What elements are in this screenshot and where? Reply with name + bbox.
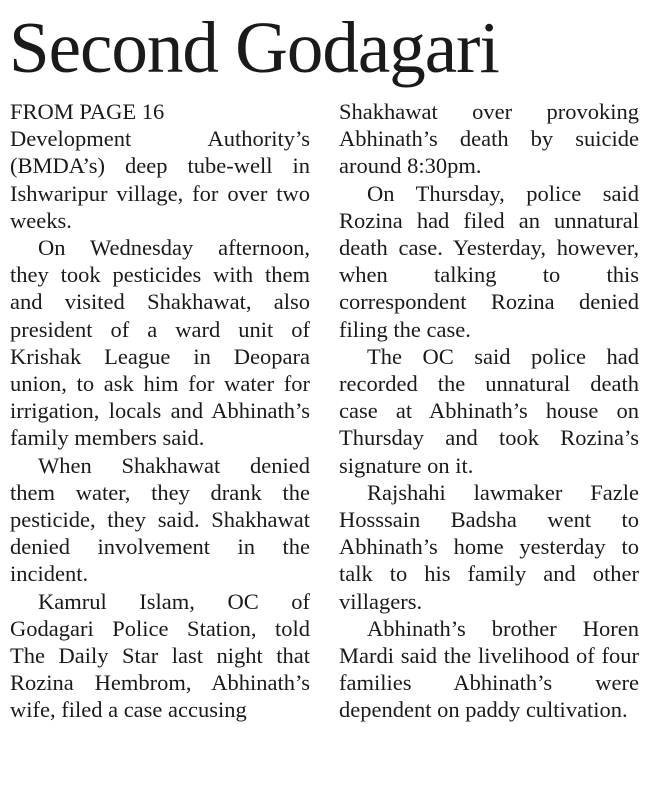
paragraph: On Thursday, police said Rozina had filed an unnatural death case. Yesterday, however, when talking to this correspondent Rozina denied filing the case.	[339, 180, 639, 342]
article-column-left	[10, 98, 310, 724]
paragraph: Development Authority’s (BMDA’s) deep tube-well in Ishwaripur village, for over two weeks.	[10, 126, 310, 233]
jump-line: FROM PAGE 16	[10, 99, 165, 124]
paragraph: Abhinath’s brother Horen Mardi said the livelihood of four families Abhinath’s were dependent on paddy cultivation.	[339, 615, 639, 723]
paragraph: The OC said police had recorded the unnatural death case at Abhinath’s house on Thursday and took Rozina’s signature on it.	[339, 343, 639, 478]
article-column-right	[339, 98, 639, 724]
paragraph: Kamrul Islam, OC of Godagari Police Station, told The Daily Star last night that Rozina Hembrom, Abhinath’s wife, filed a case accusing	[10, 588, 310, 723]
headline: Second Godagari	[9, 7, 499, 88]
paragraph: Shakhawat over provoking Abhinath’s death by suicide around 8:30pm.	[339, 99, 639, 179]
paragraph: On Wednesday afternoon, they took pesticides with them and visited Shakhawat, also president of a ward unit of Krishak League in Deopara union, to ask him for water for irrigation, locals and Abhinath’s family members said.	[10, 235, 310, 451]
paragraph: Rajshahi lawmaker Fazle Hosssain Badsha went to Abhinath’s home yesterday to talk to his family and other villagers.	[339, 479, 639, 614]
paragraph: When Shakhawat denied them water, they drank the pesticide, they said. Shakhawat denied involvement in the incident.	[10, 452, 310, 587]
